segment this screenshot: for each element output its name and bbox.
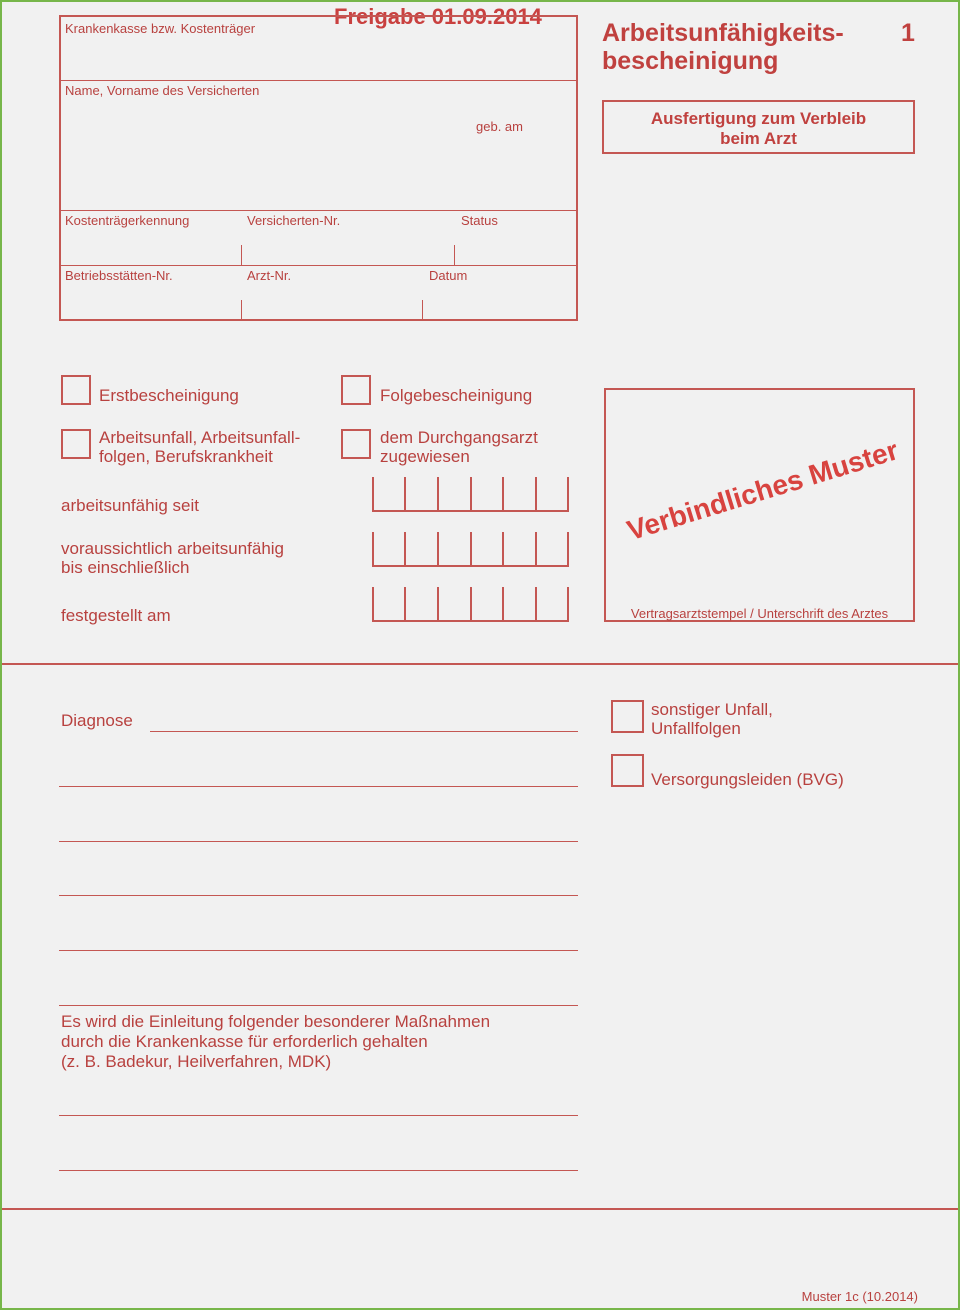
follow-up-checkbox[interactable]	[341, 375, 371, 405]
unfit-since-label: arbeitsunfähig seit	[61, 496, 199, 515]
insurer-label: Krankenkasse bzw. Kostenträger	[65, 21, 256, 36]
work-accident-line1: Arbeitsunfall, Arbeitsunfall-	[99, 428, 301, 447]
copy-box-line1: Ausfertigung zum Verbleib	[650, 109, 867, 128]
expected-unfit-line2: bis einschließlich	[61, 558, 190, 577]
insured-no-label: Versicherten-Nr.	[247, 213, 341, 228]
diagnosis-line-3[interactable]	[59, 841, 578, 842]
first-certificate-label: Erstbescheinigung	[99, 386, 239, 405]
measures-line1: Es wird die Einleitung folgender besonderer Maßnahmen	[61, 1012, 491, 1031]
determined-on-label: festgestellt am	[61, 606, 171, 625]
insurer-id-label: Kostenträgerkennung	[65, 213, 190, 228]
follow-up-label: Folgebescheinigung	[380, 386, 533, 405]
diagnosis-line-1[interactable]	[150, 731, 578, 732]
diagnosis-label: Diagnose	[61, 711, 133, 730]
work-accident-label	[99, 428, 300, 466]
stamp-caption: Vertragsarztstempel / Unterschrift des Arztes	[630, 606, 889, 621]
other-accident-label	[651, 700, 773, 738]
date-label: Datum	[429, 268, 468, 283]
transit-doctor-line2: zugewiesen	[380, 447, 470, 466]
copy-box-line2: beim Arzt	[720, 129, 797, 148]
divider	[59, 80, 578, 81]
other-accident-line1: sonstiger Unfall,	[651, 700, 773, 719]
work-accident-line2: folgen, Berufskrankheit	[99, 447, 273, 466]
pension-suffering-label: Versorgungsleiden (BVG)	[651, 770, 844, 789]
other-accident-checkbox[interactable]	[611, 700, 644, 733]
form-title-line1: Arbeitsunfähigkeits-	[602, 19, 844, 47]
measures-text	[61, 1012, 490, 1072]
status-label: Status	[461, 213, 498, 228]
dob-label: geb. am	[476, 119, 523, 134]
tick	[241, 300, 242, 320]
section-divider	[2, 663, 958, 665]
form-title-line2: bescheinigung	[602, 47, 779, 75]
bottom-divider	[2, 1208, 958, 1210]
transit-doctor-checkbox[interactable]	[341, 429, 371, 459]
divider	[59, 265, 578, 266]
diagnosis-line-6[interactable]	[59, 1005, 578, 1006]
insurer-field[interactable]	[65, 38, 565, 76]
measures-line-field-2[interactable]	[59, 1170, 578, 1171]
expected-unfit-date-grid[interactable]	[372, 534, 569, 567]
form-id: Muster 1c (10.2014)	[801, 1289, 918, 1304]
copy-box	[602, 100, 915, 154]
tick	[241, 245, 242, 265]
measures-line3: (z. B. Badekur, Heilverfahren, MDK)	[61, 1052, 332, 1071]
transit-doctor-label	[380, 428, 538, 466]
diagnosis-line-5[interactable]	[59, 950, 578, 951]
expected-unfit-label	[61, 539, 284, 577]
tick	[454, 245, 455, 265]
first-certificate-checkbox[interactable]	[61, 375, 91, 405]
unfit-since-date-grid[interactable]	[372, 479, 569, 512]
transit-doctor-line1: dem Durchgangsarzt	[380, 428, 538, 447]
other-accident-line2: Unfallfolgen	[651, 719, 741, 738]
diagnosis-line-2[interactable]	[59, 786, 578, 787]
divider	[59, 210, 578, 211]
doctor-no-label: Arzt-Nr.	[247, 268, 292, 283]
determined-on-date-grid[interactable]	[372, 589, 569, 622]
site-no-label: Betriebsstätten-Nr.	[65, 268, 173, 283]
expected-unfit-line1: voraussichtlich arbeitsunfähig	[61, 539, 285, 558]
copy-number: 1	[901, 19, 915, 47]
measures-line-field-1[interactable]	[59, 1115, 578, 1116]
measures-line2: durch die Krankenkasse für erforderlich gehalten	[61, 1032, 428, 1051]
diagnosis-line-4[interactable]	[59, 895, 578, 896]
sample-watermark: Verbindliches Muster	[623, 434, 902, 547]
tick	[422, 300, 423, 320]
work-accident-checkbox[interactable]	[61, 429, 91, 459]
name-field[interactable]	[65, 100, 465, 200]
release-stamp: Freigabe 01.09.2014	[334, 4, 542, 29]
name-label: Name, Vorname des Versicherten	[65, 83, 260, 98]
pension-suffering-checkbox[interactable]	[611, 754, 644, 787]
